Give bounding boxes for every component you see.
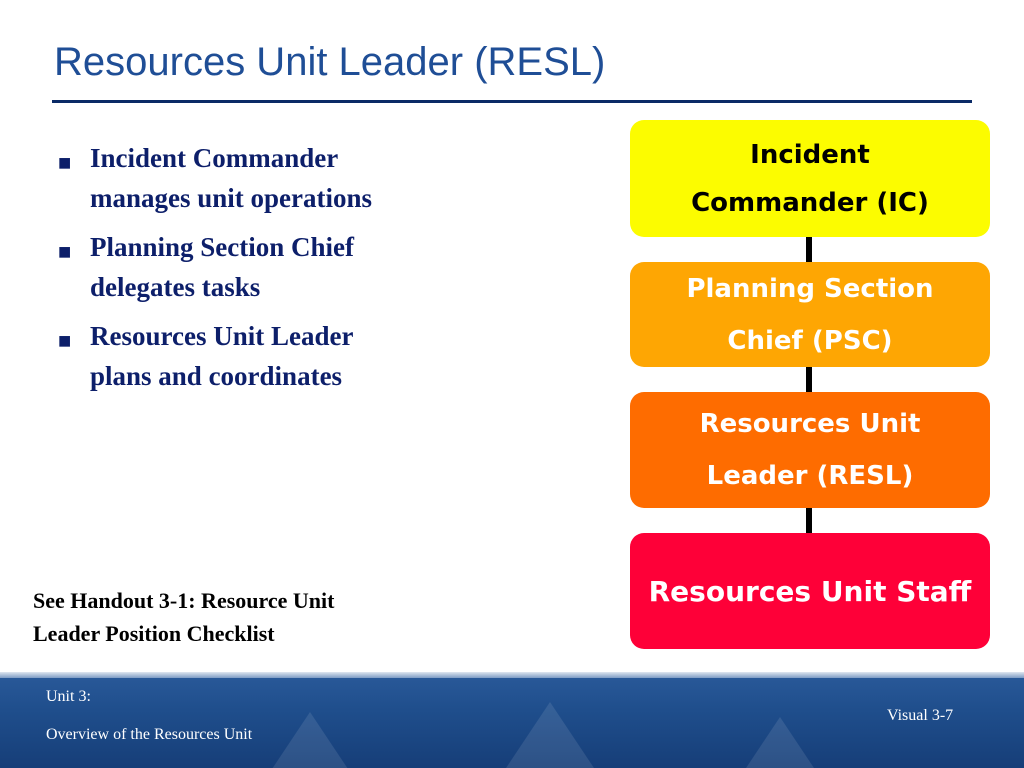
- bullet-list: [58, 138, 478, 405]
- footer-banner: [0, 672, 1024, 768]
- bullet-item: [58, 316, 478, 396]
- footer-visual-number: Visual 3-7: [887, 707, 954, 724]
- chart-connector: [806, 366, 812, 394]
- bullet-line: Resources Unit Leader: [90, 321, 354, 351]
- star-decoration-icon: [230, 712, 390, 768]
- org-box-label: Commander (IC): [691, 187, 929, 218]
- square-bullet-icon: ■: [58, 328, 72, 353]
- bullet-line: Planning Section Chief: [90, 232, 355, 262]
- footer-unit-title: Overview of the Resources Unit: [46, 726, 253, 743]
- org-box-label: Resources Unit: [699, 409, 921, 439]
- bullet-line: Incident Commander: [90, 143, 339, 173]
- org-box-resources-unit-staff: [630, 533, 990, 649]
- bullet-line: manages unit operations: [90, 183, 373, 213]
- star-decoration-icon: [470, 702, 630, 768]
- org-box-label: Chief (PSC): [727, 325, 893, 356]
- bullet-item: [58, 138, 478, 218]
- slide-title: Resources Unit Leader (RESL): [54, 40, 606, 84]
- chart-connector: [806, 236, 812, 264]
- bullet-line: plans and coordinates: [90, 361, 343, 391]
- org-box-incident-commander: [630, 120, 990, 237]
- org-box-planning-section-chief: [630, 262, 990, 367]
- org-box-label: Resources Unit Staff: [648, 574, 972, 608]
- star-decoration-icon: [700, 717, 860, 768]
- footer-unit-number: Unit 3:: [46, 688, 91, 705]
- handout-line: Leader Position Checklist: [33, 621, 275, 646]
- handout-note: [33, 584, 463, 650]
- handout-line: See Handout 3-1: Resource Unit: [33, 588, 335, 613]
- bullet-item: [58, 227, 478, 307]
- bullet-line: delegates tasks: [90, 272, 261, 302]
- org-box-label: Incident: [750, 139, 870, 170]
- org-box-label: Leader (RESL): [706, 461, 914, 491]
- square-bullet-icon: ■: [58, 239, 72, 264]
- footer-stripe: [0, 672, 1024, 678]
- title-divider: [52, 100, 972, 103]
- square-bullet-icon: ■: [58, 150, 72, 175]
- org-box-label: Planning Section: [686, 273, 934, 304]
- org-box-resources-unit-leader: [630, 392, 990, 508]
- chart-connector: [806, 507, 812, 535]
